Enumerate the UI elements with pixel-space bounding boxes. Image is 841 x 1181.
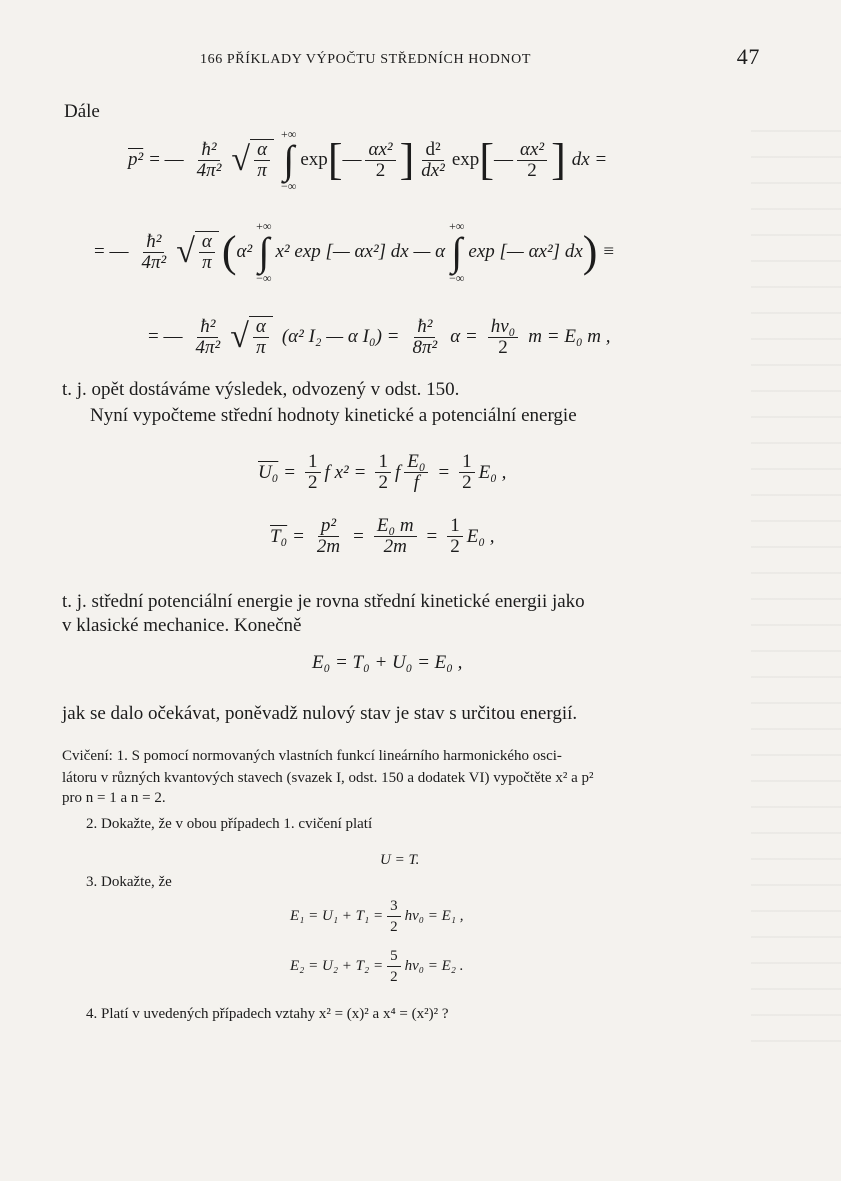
paragraph-3b: v klasické mechanice. Konečně	[62, 615, 302, 636]
equation-p2-line2: = — $\frac{\text{ħ²}}{\text{4π²}}$ √ $\frac{\alpha}{\pi}$ ( α² +∞ ∫ −∞ x² exp [— αx²] dx — α +∞ ∫ −∞ exp [— αx²] dx ) ≡	[94, 219, 615, 285]
intro-word: Dále	[64, 101, 100, 122]
eq1-exp2: exp	[451, 149, 480, 170]
equation-e0: E₀ = T₀ + U₀ = E₀ ,	[312, 652, 463, 673]
exercise-1-line2: látoru v různých kvantových stavech (svazek I, odst. 150 a dodatek VI) vypočtěte x² a p²	[62, 770, 594, 786]
equation-t0: T₀ = $\frac{\text{p²}}{2m}$ = $\frac{\text{E₀ m}}{2m}$ = $\frac{1}{2}$ E₀ ,	[270, 515, 495, 557]
exercise-3-equation-2: E₂ = U₂ + T₂ = $\frac{5}{2}$ hν₀ = E₂ .	[290, 948, 464, 985]
eq1-sqrt: √ $\frac{\alpha}{\pi}$	[231, 139, 274, 181]
equation-p2-line1: p² = — $\frac{\text{ħ²}}{\text{4π²}}$ √ $\frac{\alpha}{\pi}$ +∞ ∫ −∞ exp [ — $\frac{\text{αx²}}{2}$ ] $\frac{\text{d²}}{\text{dx²}}$ exp [ — $\frac{\text{αx²}}{2}$ ] dx =	[128, 127, 608, 193]
equation-u0: U₀ = $\frac{1}{2}$ f x² = $\frac{1}{2}$ f $\frac{\text{E₀}}{f}$ = $\frac{1}{2}$ E₀ ,	[258, 451, 507, 493]
running-title: 166 PŘÍKLADY VÝPOČTU STŘEDNÍCH HODNOT	[200, 52, 531, 67]
eq1-coef: $\frac{\text{ħ²}}{\text{4π²}}$	[196, 138, 222, 181]
exercise-2: 2. Dokažte, že v obou případech 1. cvičení platí	[86, 816, 373, 832]
page-number: 47	[736, 44, 760, 69]
eq1-integral: +∞ ∫ −∞	[281, 127, 297, 193]
paragraph-3a: t. j. střední potenciální energie je rovna střední kinetické energii jako	[62, 591, 585, 612]
equation-p2-line3: = — $\frac{\text{ħ²}}{\text{4π²}}$ √ $\frac{\alpha}{\pi}$ (α² I₂ — α I₀) = $\frac{\text{ħ²}}{\text{8π²}}$ α = $\frac{\text{hν₀}}{2}$ m = E₀ m ,	[148, 315, 611, 358]
exercise-2-equation: U = T.	[380, 852, 420, 868]
eq1-exp1: exp	[300, 149, 328, 170]
exercise-1-line3: pro n = 1 a n = 2.	[62, 790, 166, 806]
exercise-3-equation-1: E₁ = U₁ + T₁ = $\frac{3}{2}$ hν₀ = E₁ ,	[290, 898, 464, 935]
paragraph-1: t. j. opět dostáváme výsledek, odvozený v odst. 150.	[62, 379, 460, 400]
exercise-3: 3. Dokažte, že	[86, 874, 172, 890]
exercise-1-line1: Cvičení: 1. S pomocí normovaných vlastních funkcí lineárního harmonického osci-	[62, 748, 562, 764]
eq1-derivative: $\frac{\text{d²}}{\text{dx²}}$	[421, 138, 445, 181]
eq1-lhs: p²	[128, 149, 144, 170]
paragraph-4: jak se dalo očekávat, poněvadž nulový stav je stav s určitou energií.	[62, 703, 578, 724]
show-through-shadow	[751, 130, 841, 1050]
exercise-4: 4. Platí v uvedených případech vztahy x² = (x)² a x⁴ = (x²)² ?	[86, 1006, 449, 1022]
paragraph-2: Nyní vypočteme střední hodnoty kinetické a potenciální energie	[90, 405, 577, 426]
